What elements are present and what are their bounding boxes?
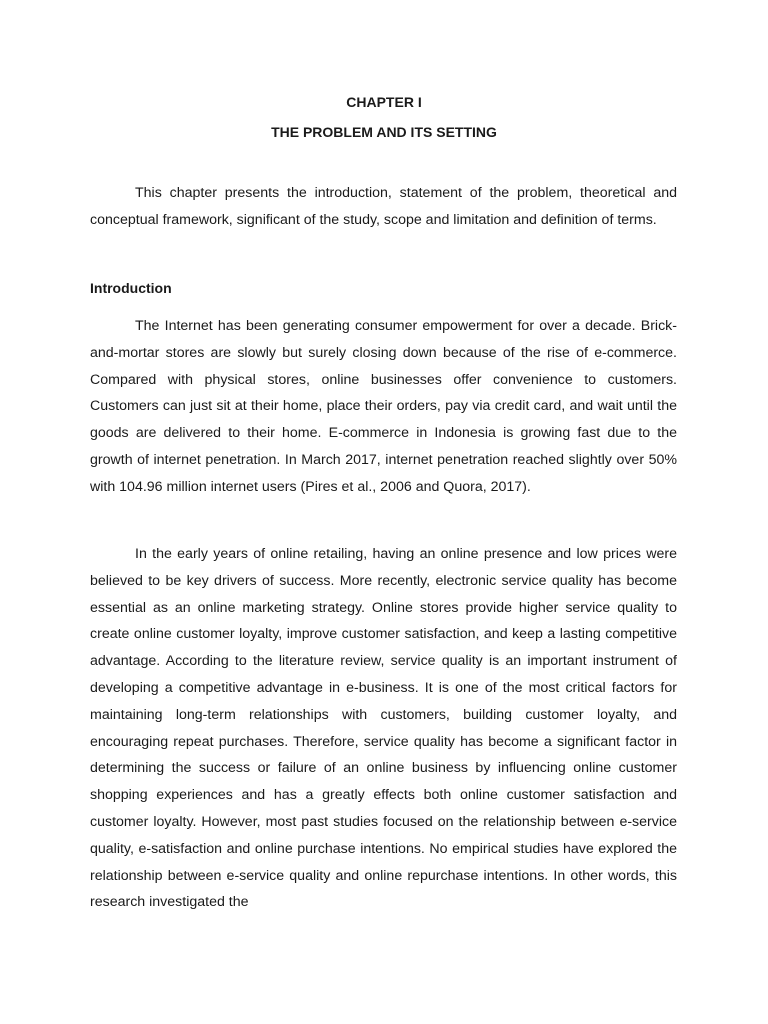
chapter-title: THE PROBLEM AND ITS SETTING [271, 124, 497, 140]
intro-paragraph: This chapter presents the introduction, statement of the problem, theoretical and conceptual framework, significant of the study, scope and limitation and definition of terms. [90, 185, 677, 228]
section-heading-introduction: Introduction [90, 280, 172, 296]
chapter-label: CHAPTER I [346, 94, 422, 110]
body-paragraph: In the early years of online retailing, having an online presence and low prices were believed to be key drivers of success. More recently, electronic service quality has become essential as an online marketing strategy. Online stores provide higher service quality to create online customer loyalty, improve customer satisfaction, and keep a lasting competitive advantage. According to the literature review, service quality is an important instrument of developing a competitive advantage in e-business. It is one of the most critical factors for maintaining long-term relationships with customers, building customer loyalty, and encouraging repeat purchases. Therefore, service quality has become a significant factor in determining the success or failure of an online business by influencing online customer shopping experiences and has a greatly effects both online customer satisfaction and customer loyalty. However, most past studies focused on the relationship between e-service quality, e-satisfaction and online purchase intentions. No empirical studies have explored the relationship between e-service quality and online repurchase intentions. In other words, this research investigated the [90, 546, 677, 911]
body-paragraph: The Internet has been generating consumer empowerment for over a decade. Brick-and-mortar stores are slowly but surely closing down because of the rise of e-commerce. Compared with physical stores, online businesses offer convenience to customers. Customers can just sit at their home, place their orders, pay via credit card, and wait until the goods are delivered to their home. E-commerce in Indonesia is growing fast due to the growth of internet penetration. In March 2017, internet penetration reached slightly over 50% with 104.96 million internet users (Pires et al., 2006 and Quora, 2017). [90, 318, 677, 495]
